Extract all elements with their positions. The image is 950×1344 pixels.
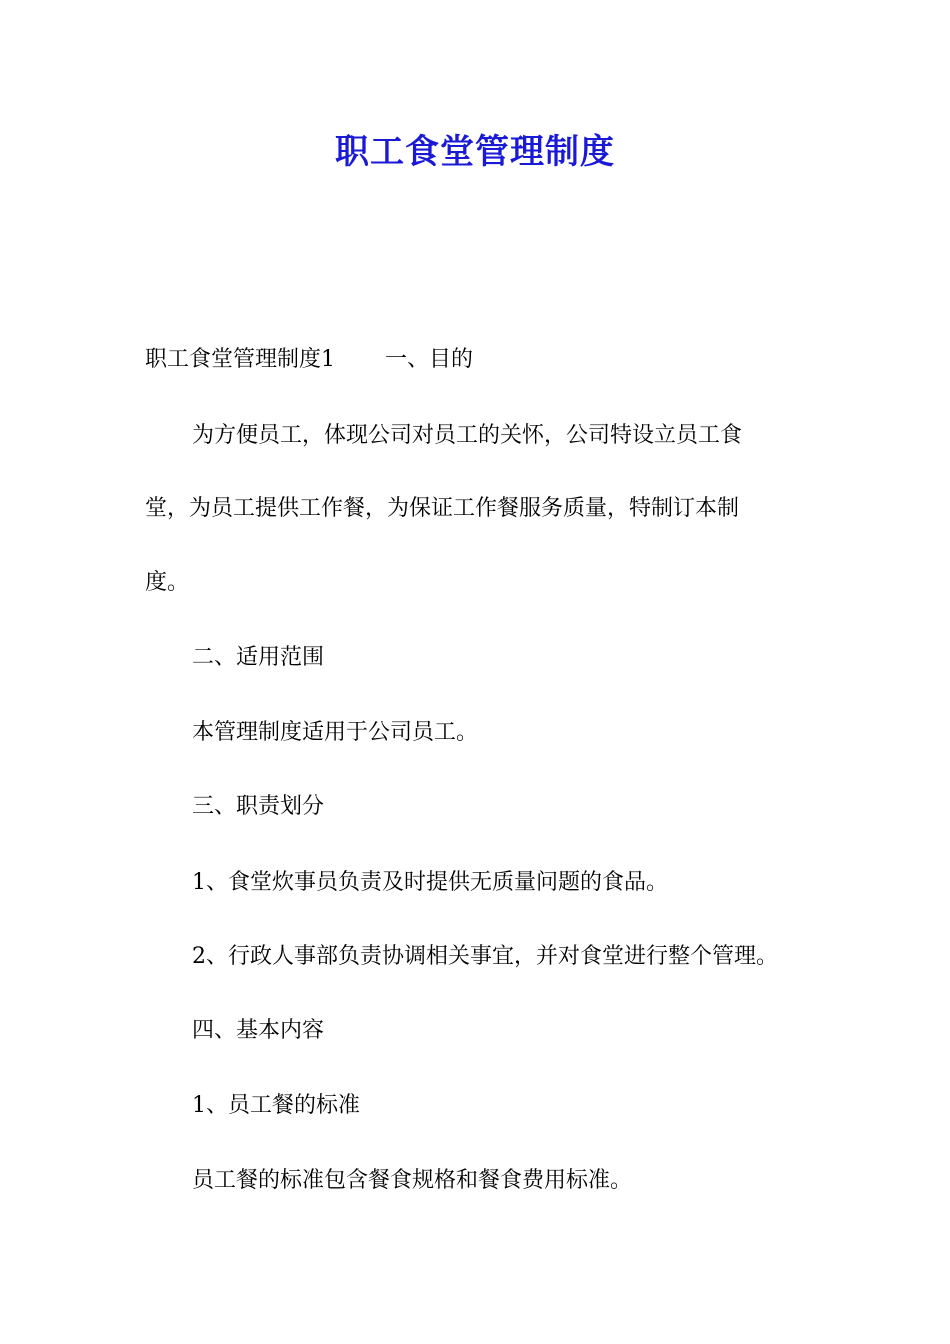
section3-heading: 三、职责划分 [192, 794, 325, 819]
document-title: 职工食堂管理制度 [335, 132, 615, 172]
purpose-line-1: 为方便员工，体现公司对员工的关怀，公司特设立员工食 [192, 423, 743, 448]
section1-heading: 一、目的 [385, 347, 474, 372]
duty-item-1: 1、食堂炊事员负责及时提供无质量问题的食品。 [192, 870, 668, 895]
duty-item-2: 2、行政人事部负责协调相关事宜，并对食堂进行整个管理。 [192, 944, 778, 969]
purpose-line-2: 堂，为员工提供工作餐，为保证工作餐服务质量，特制订本制 [145, 496, 740, 521]
section2-heading: 二、适用范围 [192, 645, 325, 670]
subtitle-lead: 职工食堂管理制度1 [145, 347, 335, 372]
scope-text: 本管理制度适用于公司员工。 [192, 720, 479, 745]
section4-heading: 四、基本内容 [192, 1018, 325, 1043]
content1-heading: 1、员工餐的标准 [192, 1093, 360, 1118]
purpose-line-3: 度。 [145, 570, 190, 595]
content1-text: 员工餐的标准包含餐食规格和餐食费用标准。 [192, 1168, 633, 1193]
subtitle-line [145, 345, 825, 375]
